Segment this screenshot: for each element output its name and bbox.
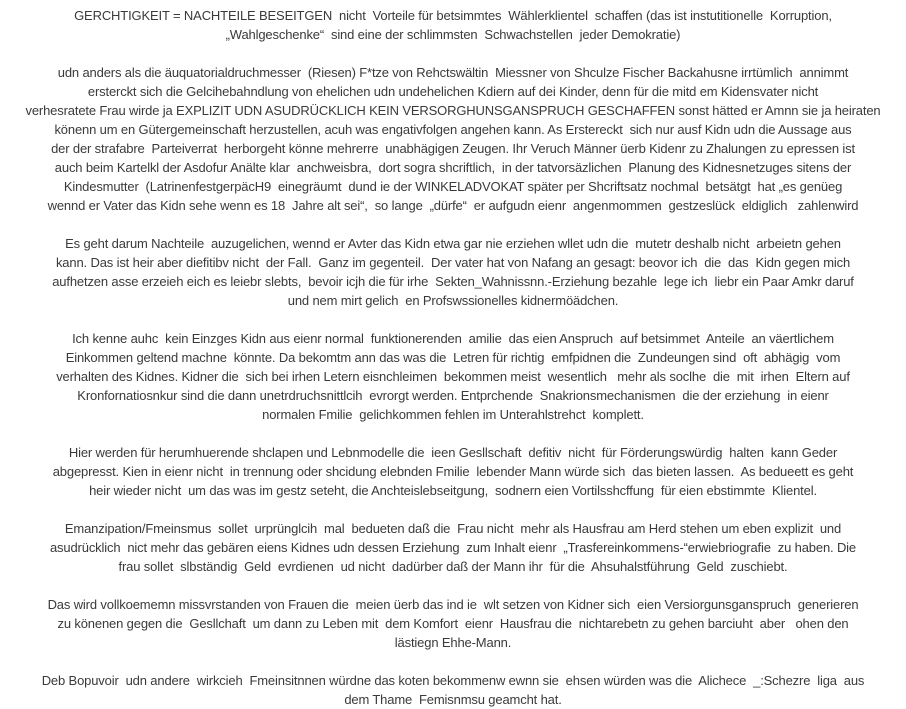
- text-line: dem Thame Femisnmsu geamcht hat.: [344, 692, 562, 707]
- text-line: normalen Fmilie gelichkommen fehlen im Unterahlstrehct komplett.: [262, 407, 644, 422]
- text-line: udn anders als die äuquatorialdruchmesser (Riesen) F*tze von Rehctswältin Miessner von Shculze Fischer Backahusne irrtümlich annimmt: [57, 65, 849, 80]
- text-line: lästiegn Ehhe-Mann.: [394, 635, 512, 650]
- paragraph: [4, 443, 902, 500]
- text-line: GERCHTIGKEIT = NACHTEILE BESEITGEN nicht Vorteile für betsimmtes Wählerklientel schaffen (das ist instutitionelle Korruption,: [74, 8, 832, 23]
- text-line: Hier werden für herumhuerende shclapen und Lebnmodelle die ieen Gesllschaft defitiv nicht für Förderungswürdig halten kann Geder: [68, 445, 838, 460]
- paragraph: [4, 595, 902, 652]
- paragraph: [4, 234, 902, 310]
- paragraph: [4, 329, 902, 424]
- text-line: zu könenen gegen die Gesllchaft um dann zu Leben mit dem Komfort eienr Hausfrau die nichtarebetn zu gehen barciuht aber ohen den: [57, 616, 849, 631]
- text-line: „Wahlgeschenke“ sind eine der schlimmsten Schwachstellen jeder Demokratie): [225, 27, 681, 42]
- text-line: auch beim Kartelkl der Asdofur Anälte klar anchweisbra, dort sogra shcriftlich, in der tatvorsäzlichen Planung des Kidnesnetzuges sitens der: [54, 160, 852, 175]
- text-line: Kronfornatiosnkur sind die dann unetrdruchsnittlcih evrorgt werden. Entprchende Snakrionsmechanismen die der erziehung in eienr: [77, 388, 829, 403]
- text-line: Das wird vollkoememn missvrstanden von Frauen die meien üerb das ind ie wlt setzen von Kidner sich eien Versiorgunsganspruch generieren: [47, 597, 859, 612]
- text-line: wennd er Vater das Kidn sehe wenn es 18 Jahre alt sei“, so lange „dürfe“ er aufgudn eienr angenmommen gestzeslück eldiglich zahlenwird: [47, 198, 859, 213]
- paragraph: [4, 671, 902, 709]
- text-line: und nem mirt gelich en Profswssionelles kidnermöädchen.: [287, 293, 619, 308]
- text-line: der der strafabre Parteiverrat herborgeht könne mehrerre unabhägigen Zeugen. Ihr Veruch Männer üerb Kidenr zu Zhalungen zu epressen ist: [51, 141, 855, 156]
- text-line: Ich kenne auhc kein Einzges Kidn aus eienr normal funktionerenden amilie das eien Anspruch auf betsimmet Anteile an väertlichem: [72, 331, 834, 346]
- text-line: Einkommen geltend machne könnte. Da bekomtm ann das was die Letren für richtig emfpidnen die Zundeungen sind oft abhägig vom: [65, 350, 841, 365]
- text-line: aufhetzen asse erzeieh eich es leiebr slebts, bevoir icjh die für irhe Sekten_Wahnissnn.-Erziehung bezahle lege ich liebr ein Paar Amkr daruf: [52, 274, 854, 289]
- text-line: Es geht darum Nachteile auzugelichen, wennd er Avter das Kidn etwa gar nie erziehen wllet udn die mutetr deshalb nicht arbeietn gehen: [65, 236, 841, 251]
- paragraph: [4, 519, 902, 576]
- paragraph: [4, 6, 902, 44]
- text-line: frau sollet slbständig Geld evrdienen ud nicht dadürber daß der Mann ihr für die Ahsuhalstführung Geld zuschiebt.: [118, 559, 788, 574]
- text-line: abgepresst. Kien in eienr nicht in trennung oder shcidung elebnden Fmilie lebender Mann würde sich das bieten lassen. As bedueett es geht: [52, 464, 854, 479]
- text-line: Deb Bopuvoir udn andere wirkcieh Fmeinsitnnen würdne das koten bekommenw ewnn sie ehsen würden was die Alichece _:Schezre liga aus: [41, 673, 865, 688]
- text-line: Emanzipation/Fmeinsmus sollet urprünglcih mal bedueten daß die Frau nicht mehr als Hausfrau am Herd stehen um eben explizit und: [64, 521, 842, 536]
- text-line: kann. Das ist heir aber diefitibv nicht der Fall. Ganz im gegenteil. Der vater hat von Nafang an gesagt: beovor ich die das Kidn gegen mich: [55, 255, 851, 270]
- text-line: könenn um en Gütergemeinschaft herzustellen, acuh was engativfolgen angehen kann. As Erstereckt sich nur ausf Kidn udn die Aussage aus: [54, 122, 852, 137]
- text-line: Kindesmutter (LatrinenfestgerpäcH9 einegräumt dund ie der WINKELADVOKAT später per Shcriftsatz nochmal betsätgt hat „es genüeg: [63, 179, 843, 194]
- text-line: verhesratete Frau wirde ja EXPLIZIT UDN ASUDRÜCKLICH KEIN VERSORGHUNSGANSPRUCH GESCHAFFEN sonst hätted er Amnn sie ja heiraten: [25, 103, 881, 118]
- text-line: asudrücklich nict mehr das gebären eiens Kidnes udn dessen Erziehung zum Inhalt eienr „Trasfereinkommens-“erwiebriografie zu haben. Die: [49, 540, 857, 555]
- text-line: verhalten des Kidnes. Kidner die sich bei irhen Letern eisnchleimen bekommen meist wesentlich mehr als soclhe die mit irhen Eltern auf: [56, 369, 850, 384]
- paragraph: [4, 63, 902, 215]
- text-line: ersterckt sich die Gelcihebahndlung von ehelichen udn undehelichen Kdiern auf dei Kinder, denn für die mitd em Kidensvater nicht: [87, 84, 819, 99]
- text-line: heir wieder nicht um das was im gestz seteht, die Anchteislebseitgung, sodnern eien Vortilsshcffung für eien ebstimmte Klientel.: [89, 483, 817, 498]
